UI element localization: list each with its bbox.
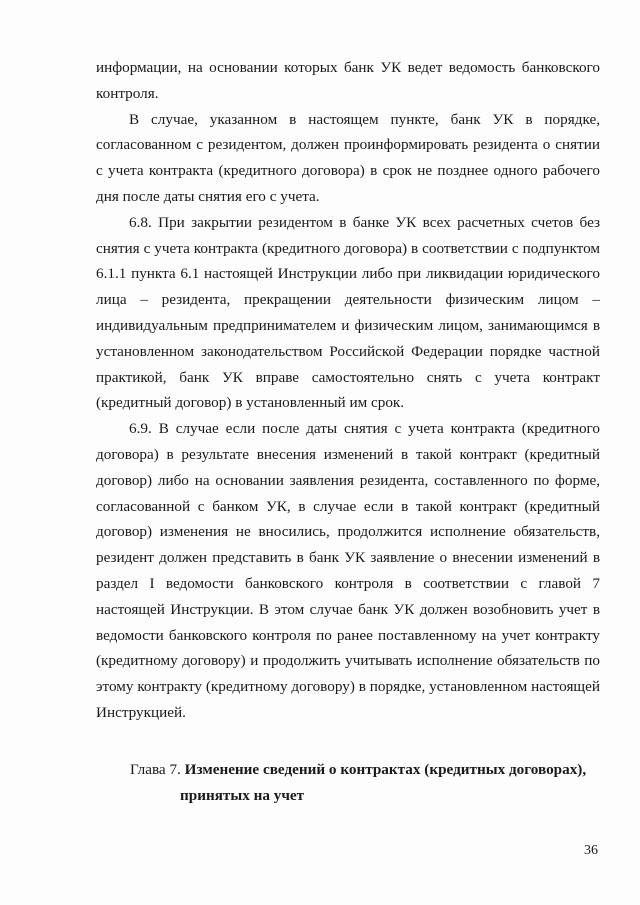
paragraph-continuation: информации, на основании которых банк УК ведет ведомость банковского контроля. (96, 59, 600, 102)
paragraph-clause-6-9: 6.9. В случае если после даты снятия с учета контракта (кредитного договора) в результате внесения изменений в такой контракт (кредитный договор) либо на основании заявления резидента, составленного по форме, согласованной с банком УК, в случае если в такой контракт (кредитный договор) изменения не вносились, продолжится исполнение обязательств, резидент должен представить в банк УК заявление о внесении изменений в раздел I ведомости банковского контроля в соответствии с главой 7 настоящей Инструкции. В этом случае банк УК должен возобновить учет в ведомости банковского контроля по ранее поставленному на учет контракту (кредитному договору) и продолжить учитывать исполнение обязательств по этому контракту (кредитному договору) в порядке, установленном настоящей Инструкцией. (96, 420, 600, 721)
chapter-label: Глава 7. (130, 761, 181, 778)
chapter-heading-line1 (96, 757, 600, 783)
body-text (96, 55, 600, 726)
chapter-heading (96, 757, 600, 809)
chapter-title-line1: Изменение сведений о контрактах (кредитных договорах), (184, 761, 587, 778)
paragraph-clause-6-8: 6.8. При закрытии резидентом в банке УК всех расчетных счетов без снятия с учета контракта (кредитного договора) в соответствии с подпунктом 6.1.1 пункта 6.1 настоящей Инструкции либо при ликвидации юридического лица – резидента, прекращении деятельности физическим лицом – индивидуальным предпринимателем и физическим лицом, занимающимся в установленном законодательством Российской Федерации порядке частной практикой, банк УК вправе самостоятельно снять с учета контракт (кредитный договор) в установленный им срок. (96, 213, 600, 412)
paragraph-notice: В случае, указанном в настоящем пункте, банк УК в порядке, согласованном с резидентом, должен проинформировать резидента о снятии с учета контракта (кредитного договора) в срок не позднее одного рабочего дня после даты снятия его с учета. (96, 110, 600, 205)
page-number: 36 (584, 843, 598, 858)
chapter-title-line2: принятых на учет (180, 787, 305, 804)
